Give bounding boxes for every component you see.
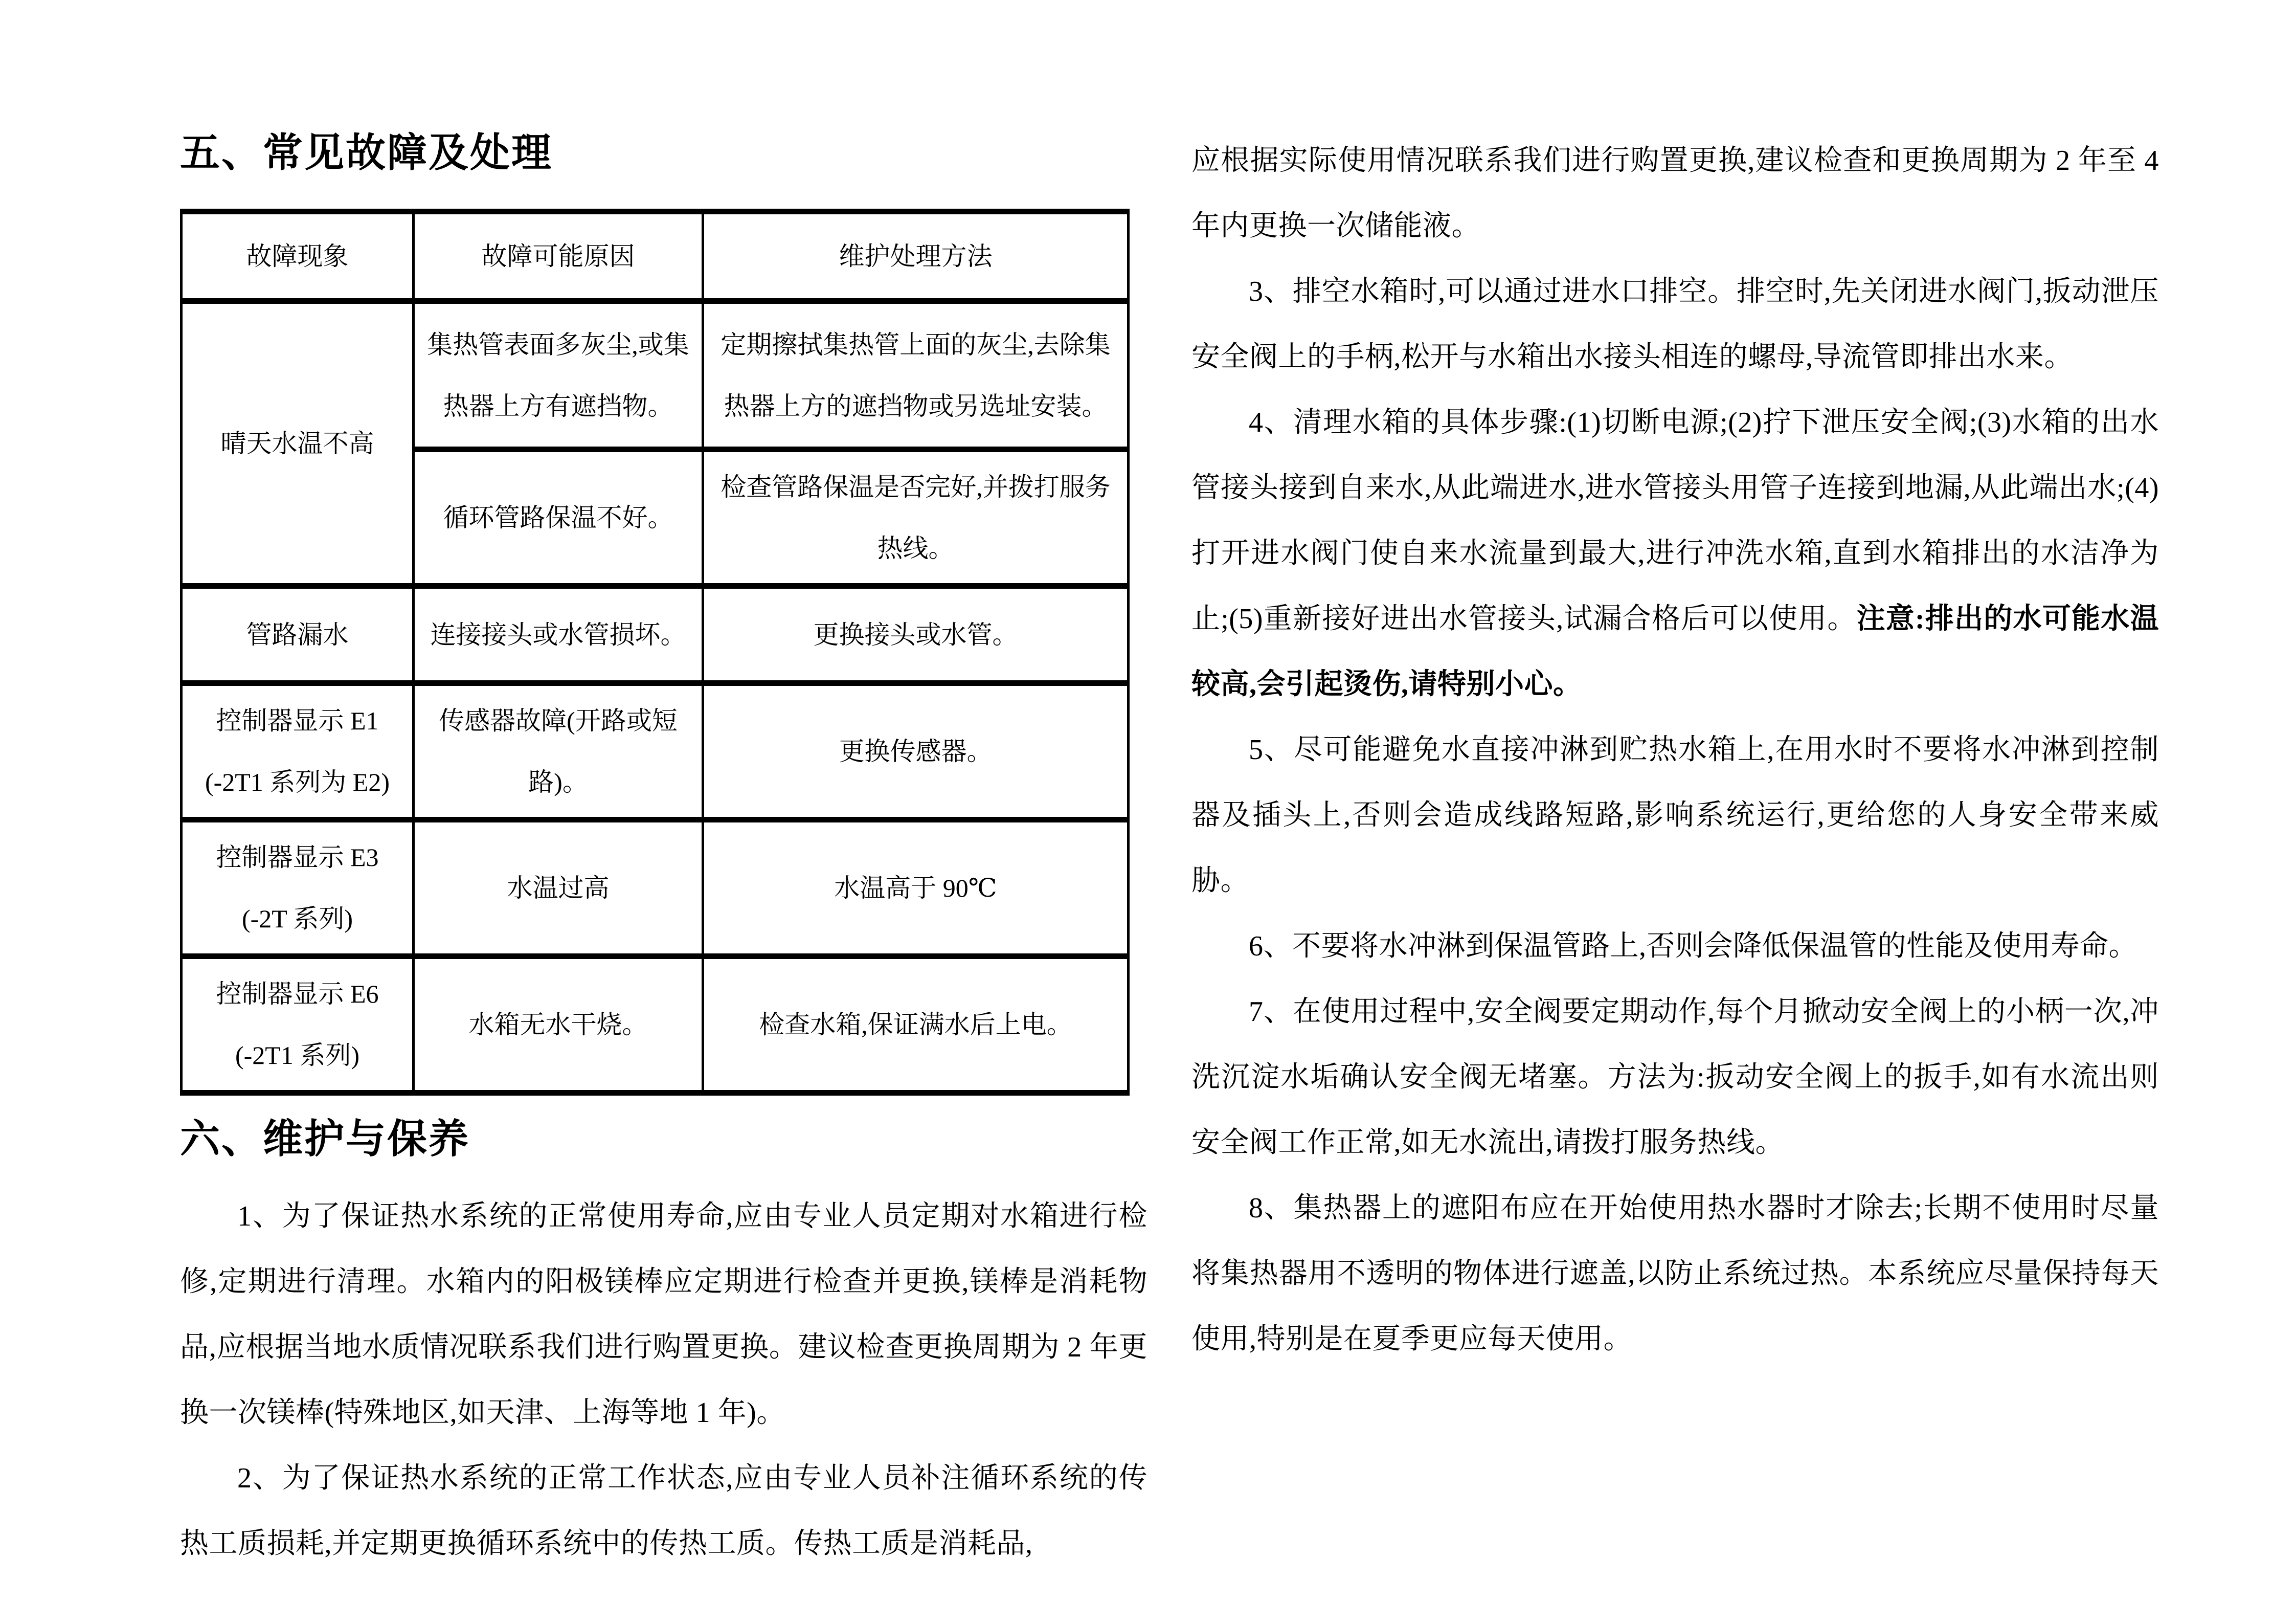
paragraph-clean-tank-warning: 注意:排出的水可能水温较高,会引起烫伤,请特别小心。	[1191, 603, 2159, 700]
cell-sunny-method-2: 检查管路保温是否完好,并拨打服务热线。	[703, 450, 1129, 586]
header-method: 维护处理方法	[703, 212, 1129, 301]
cell-sunny-phenomenon: 晴天水温不高	[182, 301, 414, 586]
section-6-heading: 六、维护与保养	[180, 1116, 470, 1161]
cell-e6-method: 检查水箱,保证满水后上电。	[703, 956, 1129, 1093]
right-column	[1191, 128, 2159, 1372]
cell-sunny-cause-1: 集热管表面多灰尘,或集热器上方有遮挡物。	[414, 301, 703, 450]
header-phenomenon: 故障现象	[182, 212, 414, 301]
cell-leak-phenomenon: 管路漏水	[182, 586, 414, 683]
paragraph-continuation: 应根据实际使用情况联系我们进行购置更换,建议检查和更换周期为 2 年至 4 年内更换一次储能液。	[1191, 145, 2159, 242]
paragraph-insulation-pipe: 6、不要将水冲淋到保温管路上,否则会降低保温管的性能及使用寿命。	[1249, 930, 2137, 962]
cell-leak-method: 更换接头或水管。	[703, 586, 1129, 683]
cell-leak-cause: 连接接头或水管损坏。	[414, 586, 703, 683]
cell-sunny-cause-2: 循环管路保温不好。	[414, 450, 703, 586]
cell-e1-cause: 传感器故障(开路或短路)。	[414, 683, 703, 820]
paragraph-clean-tank-text: 4、清理水箱的具体步骤:(1)切断电源;(2)拧下泄压安全阀;(3)水箱的出水管接头接到自来水,从此端进水,进水管接头用管子连接到地漏,从此端出水;(4)打开进水阀门使自来水流量到最大,进行冲洗水箱,直到水箱排出的水洁净为止;(5)重新接好进出水管接头,试漏合格后可以使用。	[1191, 407, 2159, 635]
paragraph-maintenance-1: 1、为了保证热水系统的正常使用寿命,应由专业人员定期对水箱进行检修,定期进行清理。水箱内的阳极镁棒应定期进行检查并更换,镁棒是消耗物品,应根据当地水质情况联系我们进行购置更换。建议检查更换周期为 2 年更换一次镁棒(特殊地区,如天津、上海等地 1 年)。	[180, 1200, 1148, 1429]
table-row-e1	[182, 683, 1129, 820]
header-cause: 故障可能原因	[414, 212, 703, 301]
cell-e3-cause: 水温过高	[414, 820, 703, 956]
cell-e6-phenomenon-line1: 控制器显示 E6	[216, 980, 379, 1008]
paragraph-maintenance-2: 2、为了保证热水系统的正常工作状态,应由专业人员补注循环系统的传热工质损耗,并定期更换循环系统中的传热工质。传热工质是消耗品,	[180, 1462, 1147, 1560]
cell-e1-method: 更换传感器。	[703, 683, 1129, 820]
paragraph-safety-valve: 7、在使用过程中,安全阀要定期动作,每个月掀动安全阀上的小柄一次,冲洗沉淀水垢确认安全阀无堵塞。方法为:扳动安全阀上的扳手,如有水流出则安全阀工作正常,如无水流出,请拨打服务热线。	[1191, 996, 2159, 1159]
paragraph-drain-tank: 3、排空水箱时,可以通过进水口排空。排空时,先关闭进水阀门,扳动泄压安全阀上的手柄,松开与水箱出水接头相连的螺母,导流管即排出水来。	[1191, 276, 2159, 373]
cell-e1-phenomenon-line2: (-2T1 系列为 E2)	[205, 768, 390, 796]
table-row-e6	[182, 956, 1129, 1093]
cell-e6-cause: 水箱无水干烧。	[414, 956, 703, 1093]
paragraph-avoid-splash: 5、尽可能避免水直接冲淋到贮热水箱上,在用水时不要将水冲淋到控制器及插头上,否则会造成线路短路,影响系统运行,更给您的人身安全带来威胁。	[1191, 734, 2159, 897]
table-row-sunny-1	[182, 301, 1129, 450]
cell-e3-method: 水温高于 90℃	[703, 820, 1129, 956]
left-column	[180, 128, 1147, 1576]
cell-e6-phenomenon	[182, 956, 414, 1093]
table-row-leak	[182, 586, 1129, 683]
section-6-body	[180, 1184, 1147, 1576]
cell-e1-phenomenon-line1: 控制器显示 E1	[216, 706, 379, 735]
cell-e1-phenomenon	[182, 683, 414, 820]
table-row-e3	[182, 820, 1129, 956]
fault-table	[180, 209, 1130, 1096]
section-5-heading: 五、常见故障及处理	[180, 130, 553, 175]
table-header-row	[182, 212, 1129, 301]
cell-e3-phenomenon-line2: (-2T 系列)	[241, 904, 353, 933]
cell-e6-phenomenon-line2: (-2T1 系列)	[235, 1041, 359, 1070]
paragraph-clean-tank	[1191, 390, 2159, 717]
cell-e3-phenomenon-line1: 控制器显示 E3	[216, 843, 379, 872]
paragraph-sunshade: 8、集热器上的遮阳布应在开始使用热水器时才除去;长期不使用时尽量将集热器用不透明的物体进行遮盖,以防止系统过热。本系统应尽量保持每天使用,特别是在夏季更应每天使用。	[1191, 1192, 2159, 1355]
cell-sunny-method-1: 定期擦拭集热管上面的灰尘,去除集热器上方的遮挡物或另选址安装。	[703, 301, 1129, 450]
cell-e3-phenomenon	[182, 820, 414, 956]
